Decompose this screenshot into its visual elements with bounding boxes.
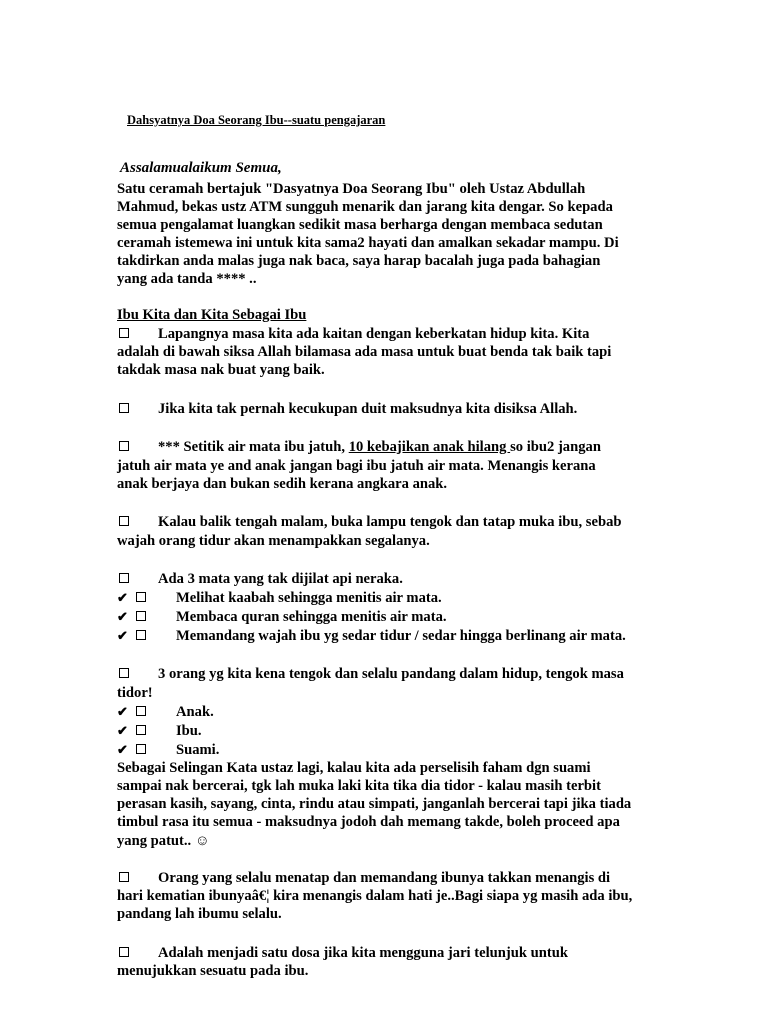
body-line: Sebagai Selingan Kata ustaz lagi, kalau kita ada perselisih faham dgn suami <box>117 760 591 776</box>
bullet-text: takdak masa nak buat yang baik. <box>117 362 325 378</box>
bullet-text: Adalah menjadi satu dosa jika kita mengguna jari telunjuk untuk <box>158 945 568 961</box>
bullet-text: Lapangnya masa kita ada kaitan dengan keberkatan hidup kita. Kita <box>158 326 590 342</box>
tick-icon: ✔ <box>117 742 128 757</box>
bullet-text <box>158 438 601 456</box>
intro-line: yang ada tanda **** .. <box>117 271 257 287</box>
tick-icon: ✔ <box>117 723 128 738</box>
checkbox-bullet-icon <box>119 872 129 882</box>
intro-line: takdirkan anda malas juga nak baca, saya harap bacalah juga pada bahagian <box>117 253 601 269</box>
bullet-text: pandang lah ibumu selalu. <box>117 906 282 922</box>
body-line: yang patut.. ☺ <box>117 833 210 849</box>
sub-item-text: Melihat kaabah sehingga menitis air mata. <box>176 590 442 606</box>
bullet-text: Kalau balik tengah malam, buka lampu tengok dan tatap muka ibu, sebab <box>158 514 622 530</box>
bullet-text: Orang yang selalu menatap dan memandang ibunya takkan menangis di <box>158 870 611 886</box>
checkbox-bullet-icon <box>119 441 129 451</box>
checkbox-bullet-icon <box>136 630 146 640</box>
tick-icon: ✔ <box>117 704 128 719</box>
bullet-text: 3 orang yg kita kena tengok dan selalu pandang dalam hidup, tengok masa <box>158 666 624 682</box>
sub-item-text: Anak. <box>176 704 214 720</box>
checkbox-bullet-icon <box>119 668 129 678</box>
bullet-text-part: so ibu2 jangan <box>510 439 601 455</box>
sub-item-text: Ibu. <box>176 723 202 739</box>
bullet-text: Jika kita tak pernah kecukupan duit maksudnya kita disiksa Allah. <box>158 401 578 417</box>
checkbox-bullet-icon <box>136 706 146 716</box>
document-title: Dahsyatnya Doa Seorang Ibu--suatu pengajaran <box>127 113 386 127</box>
checkbox-bullet-icon <box>119 573 129 583</box>
checkbox-bullet-icon <box>136 611 146 621</box>
bullet-text: hari kematian ibunyaâ€¦ kira menangis dalam hati je..Bagi siapa yg masih ada ibu, <box>117 888 633 904</box>
tick-icon: ✔ <box>117 609 128 624</box>
checkbox-bullet-icon <box>119 328 129 338</box>
bullet-text: adalah di bawah siksa Allah bilamasa ada masa untuk buat benda tak baik tapi <box>117 344 612 360</box>
body-line: sampai nak bercerai, tgk lah muka laki kita tika dia tidor - kalau masih terbit <box>117 778 601 794</box>
section-heading: Ibu Kita dan Kita Sebagai Ibu <box>117 307 307 323</box>
tick-icon: ✔ <box>117 590 128 605</box>
underlined-phrase: 10 kebajikan anak hilang <box>348 439 511 455</box>
intro-line: ceramah istemewa ini untuk kita sama2 hayati dan amalkan sekadar mampu. Di <box>117 235 619 251</box>
bullet-text-part: *** Setitik air mata ibu jatuh, <box>158 439 349 455</box>
greeting: Assalamualaikum Semua, <box>120 160 282 176</box>
sub-item-text: Membaca quran sehingga menitis air mata. <box>176 609 447 625</box>
intro-line: Satu ceramah bertajuk "Dasyatnya Doa Seorang Ibu" oleh Ustaz Abdullah <box>117 181 586 197</box>
checkbox-bullet-icon <box>136 744 146 754</box>
checkbox-bullet-icon <box>119 947 129 957</box>
body-line: timbul rasa itu semua - maksudnya jodoh dah memang takde, boleh proceed apa <box>117 814 620 830</box>
sub-item-text: Suami. <box>176 742 220 758</box>
intro-line: Mahmud, bekas ustz ATM sungguh menarik dan jarang kita dengar. So kepada <box>117 199 613 215</box>
tick-icon: ✔ <box>117 628 128 643</box>
checkbox-bullet-icon <box>136 592 146 602</box>
body-line: perasan kasih, sayang, cinta, rindu atau simpati, janganlah bercerai tapi jika tiada <box>117 796 632 812</box>
checkbox-bullet-icon <box>136 725 146 735</box>
bullet-text: wajah orang tidur akan menampakkan segalanya. <box>117 533 430 549</box>
bullet-text: tidor! <box>117 685 153 701</box>
checkbox-bullet-icon <box>119 516 129 526</box>
bullet-text: anak berjaya dan bukan sedih kerana angkara anak. <box>117 476 448 492</box>
bullet-text: Ada 3 mata yang tak dijilat api neraka. <box>158 571 403 587</box>
sub-item-text: Memandang wajah ibu yg sedar tidur / sedar hingga berlinang air mata. <box>176 628 626 644</box>
intro-line: semua pengalamat luangkan sedikit masa berharga dengan membaca sedutan <box>117 217 603 233</box>
checkbox-bullet-icon <box>119 403 129 413</box>
bullet-text: jatuh air mata ye and anak jangan bagi ibu jatuh air mata. Menangis kerana <box>117 458 596 474</box>
bullet-text: menujukkan sesuatu pada ibu. <box>117 963 309 979</box>
